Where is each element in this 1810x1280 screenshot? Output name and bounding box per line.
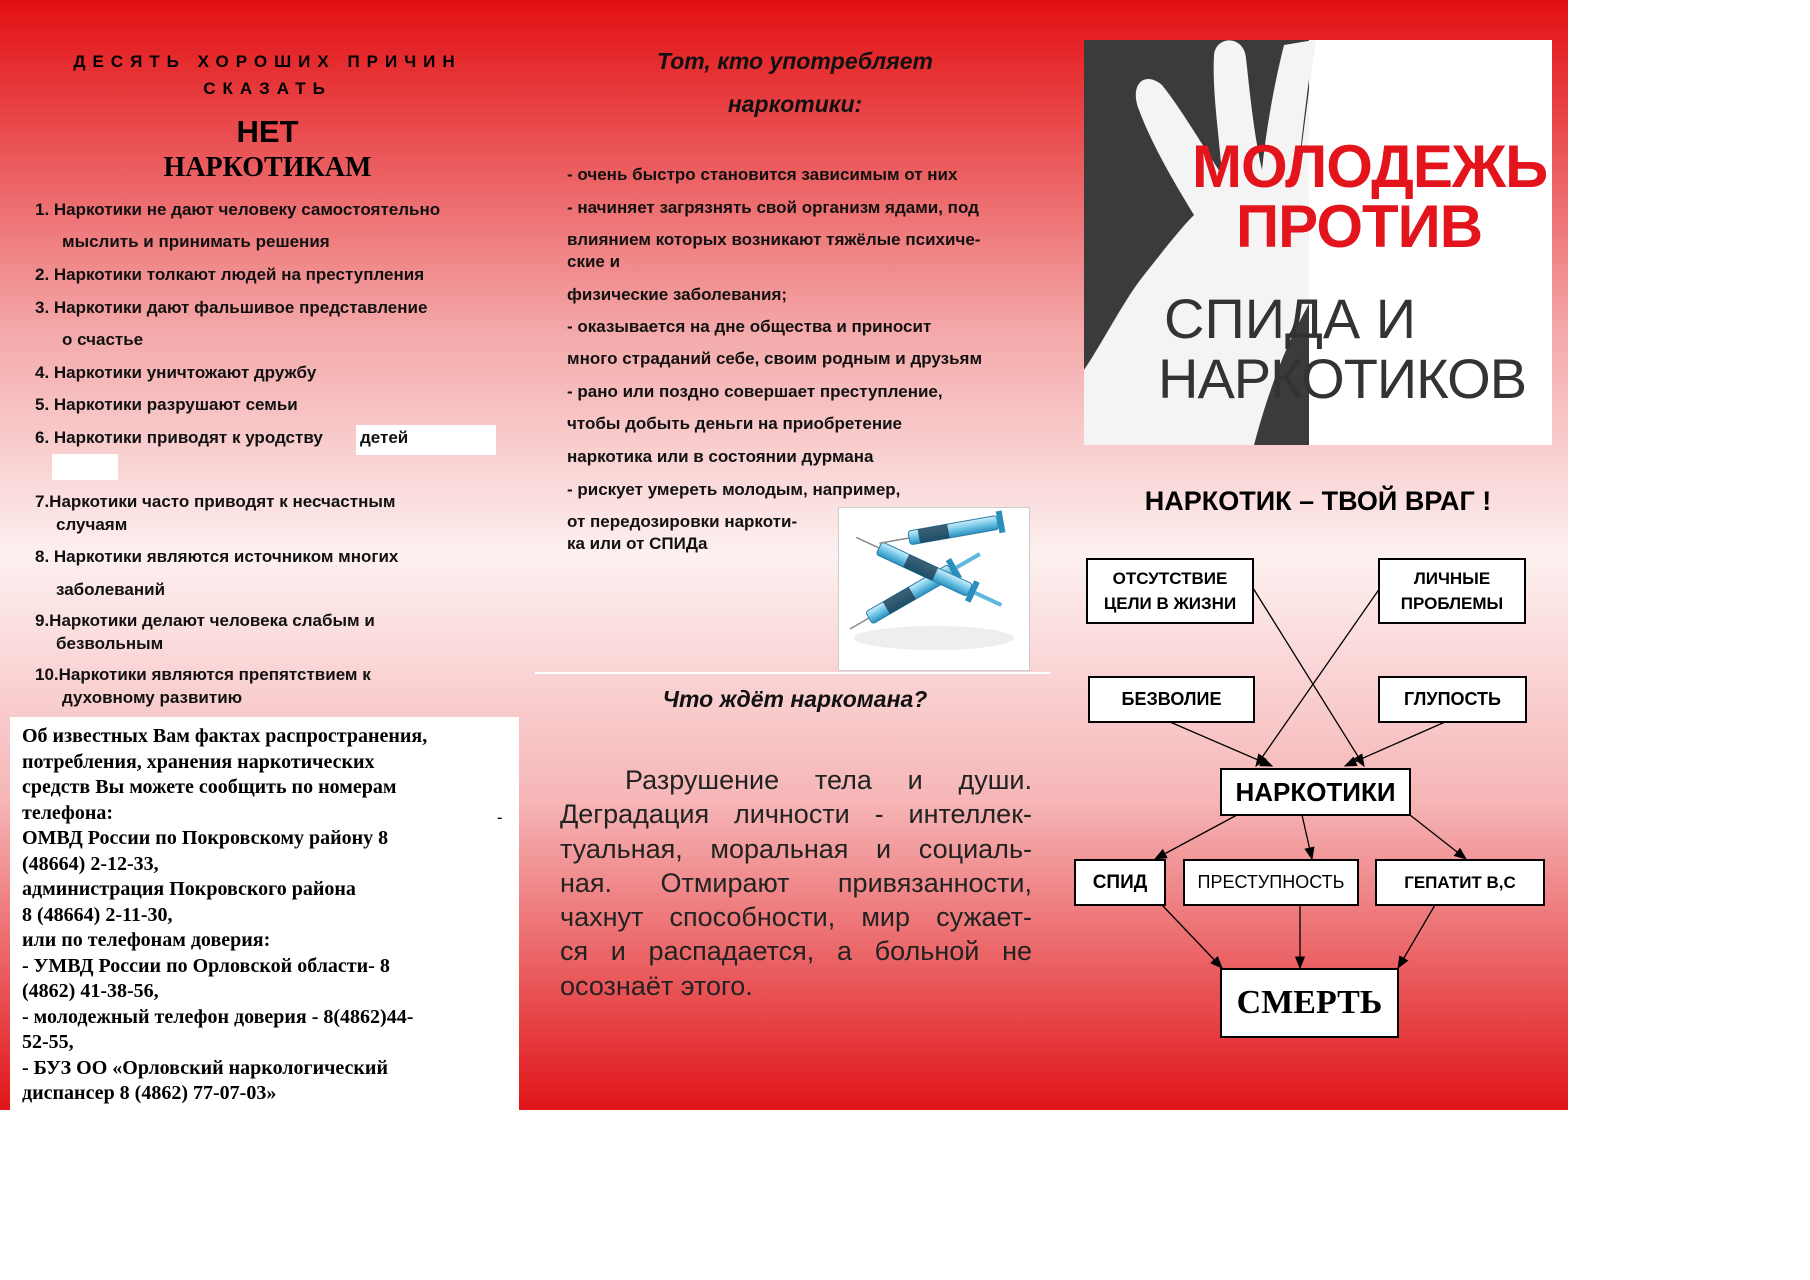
middle-heading-line1: Тот, кто употребляет [657,48,933,74]
arrow [1256,588,1380,766]
cause-stupidity-box [1378,676,1527,723]
arrow [1253,588,1364,766]
arrow [1155,815,1237,859]
reason-line: случаям [56,515,128,534]
contact-line: телефона: [22,801,114,824]
arrow [1410,815,1466,859]
contact-line: администрация Покровского района [22,878,356,900]
result-aids-label: СПИД [1092,871,1148,893]
consequence-line: много страданий себе, своим родным и друзьям [567,349,983,368]
contact-line: 8 (48664) 2-11-30, [22,903,173,926]
reason-line: мыслить и принимать решения [62,232,330,251]
cause-personal-problems-box [1378,558,1526,624]
consequence-line: ка или от СПИДа [567,534,708,553]
question-heading: Что ждёт наркомана? [662,686,928,712]
middle-heading-line2: наркотики: [727,91,863,117]
arrow [1302,815,1312,859]
result-aids-box [1074,859,1166,906]
consequence-line: чтобы добыть деньги на приобретение [567,414,903,433]
reason-line: 9.Наркотики делают человека слабым и [35,611,375,630]
contact-line: (4862) 41-38-56, [22,980,159,1002]
enemy-title: НАРКОТИК – ТВОЙ ВРАГ ! [1144,486,1492,516]
title-narcotics: НАРКОТИКАМ [163,152,372,183]
arrow [1345,722,1445,766]
consequence-line: физические заболевания; [567,285,788,304]
answer-line: ная. Отмирают привязанности, [560,867,1032,898]
contact-line: или по телефонам доверия: [22,929,271,951]
poster-line1: МОЛОДЕЖЬ [1192,133,1548,200]
result-crime-box [1183,859,1359,906]
contact-line: Об известных Вам фактах распространения, [22,725,428,747]
answer-line: Разрушение тела и души. [625,765,1032,795]
consequence-line: наркотика или в состоянии дурмана [567,447,874,466]
cause-personal-label: ЛИЧНЫЕ [1413,569,1491,588]
arrow [1162,905,1222,968]
result-hepatitis-label: ГЕПАТИТ В,С [1404,872,1516,892]
cause-personal-label: ПРОБЛЕМЫ [1400,594,1504,613]
reason-line: заболеваний [56,580,166,599]
consequence-line: - рискует умереть молодым, например, [567,480,901,499]
reason-line: 5. Наркотики разрушают семьи [35,395,298,414]
cause-no-goal-label: ОТСУТСТВИЕ [1112,569,1228,588]
arrow [1398,905,1435,968]
reason-line: безвольным [56,634,164,653]
reason-line: 10.Наркотики являются препятствием к [35,665,371,684]
reason-line: детей [360,428,409,447]
result-crime-label: ПРЕСТУПНОСТЬ [1197,872,1345,892]
answer-line: чахнут способности, мир сужает- [560,902,1032,933]
cause-stupidity-label: ГЛУПОСТЬ [1403,689,1501,709]
consequence-line: от передозировки наркоти- [567,512,798,531]
reason-line: 8. Наркотики являются источником многих [35,547,399,566]
reason-line: духовному развитию [62,688,243,707]
cause-no-goal-box [1086,558,1254,624]
answer-line: осознаёт этого. [560,970,753,1001]
reason-line: 2. Наркотики толкают людей на преступления [35,265,425,284]
contact-line: - БУЗ ОО «Орловский наркологический [22,1056,388,1079]
answer-line: туальная, моральная и социаль- [560,833,1032,864]
contact-line: ОМВД России по Покровскому району 8 [22,827,389,849]
cause-weak-will-label: БЕЗВОЛИЕ [1121,689,1222,709]
title-net: НЕТ [236,114,299,149]
title-reasons-line2: СКАЗАТЬ [203,79,332,98]
death-box [1220,968,1399,1038]
contact-line: - УМВД России по Орловской области- 8 [22,954,390,977]
death-label: СМЕРТЬ [1236,984,1383,1021]
cause-weak-will-box [1088,676,1255,723]
stray-dash: - [497,809,503,826]
poster-line4: НАРКОТИКОВ [1158,347,1527,410]
reason-line: 3. Наркотики дают фальшивое представление [35,298,428,317]
contact-line: (48664) 2-12-33, [22,852,159,875]
consequence-line: - рано или поздно совершает преступление, [567,382,943,401]
consequence-line: - оказывается на дне общества и приносит [567,317,932,336]
consequence-line: - очень быстро становится зависимым от них [567,165,958,184]
contact-line: потребления, хранения наркотических [22,750,375,773]
consequence-line: влиянием которых возникают тяжёлые психиче- [567,230,981,249]
contact-line: диспансер 8 (4862) 77-07-03» [22,1082,277,1104]
title-reasons-line1: ДЕСЯТЬ ХОРОШИХ ПРИЧИН [73,52,462,71]
reason-line: о счастье [62,330,144,349]
result-hepatitis-box [1375,859,1545,906]
arrow [1170,722,1272,766]
contact-line: 52-55, [22,1031,74,1053]
reason-line: 6. Наркотики приводят к уродству [35,428,323,447]
answer-line: ся и распадается, а больной не [560,936,1032,967]
reason-line: 7.Наркотики часто приводят к несчастным [35,492,396,511]
drugs-label: НАРКОТИКИ [1235,776,1396,807]
cause-no-goal-label: ЦЕЛИ В ЖИЗНИ [1103,594,1237,613]
drugs-box [1220,768,1411,816]
reason-line: 1. Наркотики не дают человеку самостоятельно [35,200,441,219]
poster-line2: ПРОТИВ [1236,193,1483,260]
consequence-line: - начиняет загрязнять свой организм ядами, под [567,198,979,217]
contact-line: - молодежный телефон доверия - 8(4862)44- [22,1005,414,1028]
poster-line3: СПИДА И [1164,287,1417,350]
consequence-line: ские и [567,252,621,271]
contact-line: средств Вы можете сообщить по номерам [22,776,397,798]
reason-line: 4. Наркотики уничтожают дружбу [35,363,317,382]
answer-line: Деградация личности - интеллек- [560,799,1032,830]
